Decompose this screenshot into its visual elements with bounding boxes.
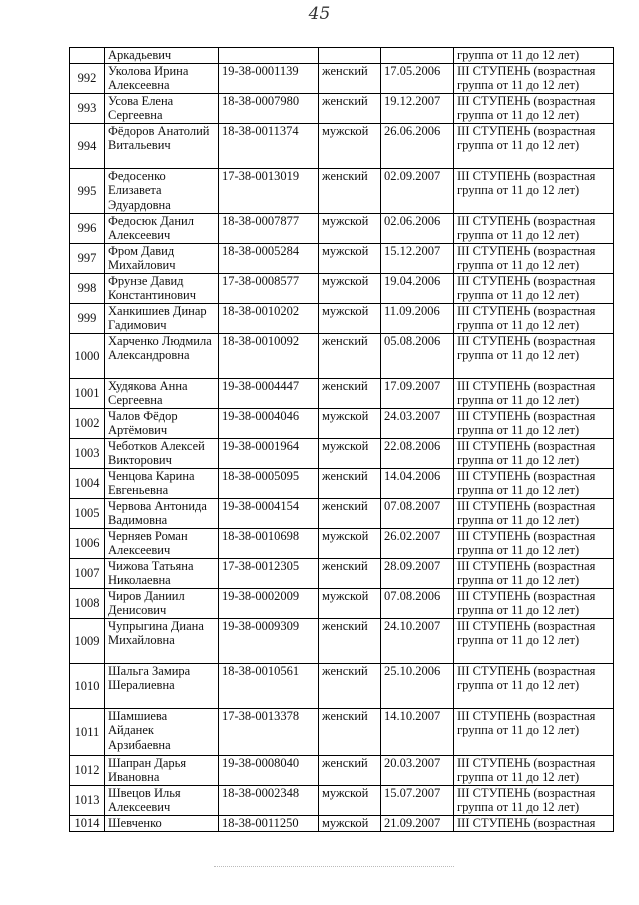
table-row <box>70 439 614 469</box>
uin-code: 18-38-0011374 <box>219 124 319 169</box>
birth-date: 07.08.2007 <box>381 499 454 529</box>
birth-date: 22.08.2006 <box>381 439 454 469</box>
category-cell: III СТУПЕНЬ (возрастная группа от 11 до 12 лет) <box>454 334 614 379</box>
row-number: 1008 <box>70 589 105 619</box>
row-number <box>70 48 105 64</box>
table-row <box>70 379 614 409</box>
row-number: 993 <box>70 94 105 124</box>
table-row <box>70 756 614 786</box>
table-row <box>70 469 614 499</box>
gender-cell: женский <box>319 756 381 786</box>
gender-cell: женский <box>319 619 381 664</box>
birth-date: 20.03.2007 <box>381 756 454 786</box>
gender-cell: женский <box>319 64 381 94</box>
table-row <box>70 529 614 559</box>
birth-date: 17.09.2007 <box>381 379 454 409</box>
row-number: 998 <box>70 274 105 304</box>
birth-date: 26.02.2007 <box>381 529 454 559</box>
scan-artifact-line <box>214 866 454 868</box>
participant-name: Швецов Илья Алексеевич <box>105 786 219 816</box>
category-cell: III СТУПЕНЬ (возрастная группа от 11 до 12 лет) <box>454 439 614 469</box>
category-cell: III СТУПЕНЬ (возрастная группа от 11 до 12 лет) <box>454 409 614 439</box>
participant-name: Ханкишиев Динар Гадимович <box>105 304 219 334</box>
uin-code: 19-38-0004046 <box>219 409 319 439</box>
birth-date: 15.07.2007 <box>381 786 454 816</box>
table-row <box>70 786 614 816</box>
gender-cell: женский <box>319 559 381 589</box>
table-row <box>70 94 614 124</box>
category-cell: III СТУПЕНЬ (возрастная группа от 11 до 12 лет) <box>454 786 614 816</box>
gender-cell: мужской <box>319 244 381 274</box>
table-row <box>70 816 614 832</box>
uin-code: 18-38-0010092 <box>219 334 319 379</box>
category-cell: III СТУПЕНЬ (возрастная группа от 11 до 12 лет) <box>454 214 614 244</box>
gender-cell: женский <box>319 709 381 756</box>
uin-code: 18-38-0002348 <box>219 786 319 816</box>
category-cell: III СТУПЕНЬ (возрастная группа от 11 до 12 лет) <box>454 244 614 274</box>
participant-name: Худякова Анна Сергеевна <box>105 379 219 409</box>
participant-name: Фром Давид Михайлович <box>105 244 219 274</box>
table-row <box>70 124 614 169</box>
category-cell: III СТУПЕНЬ (возрастная группа от 11 до 12 лет) <box>454 304 614 334</box>
category-cell: III СТУПЕНЬ (возрастная группа от 11 до 12 лет) <box>454 529 614 559</box>
gender-cell: мужской <box>319 214 381 244</box>
participant-name: Чалов Фёдор Артёмович <box>105 409 219 439</box>
row-number: 1010 <box>70 664 105 709</box>
uin-code: 18-38-0011250 <box>219 816 319 832</box>
table-row <box>70 664 614 709</box>
table-row <box>70 304 614 334</box>
table-row <box>70 409 614 439</box>
uin-code: 17-38-0013019 <box>219 169 319 214</box>
uin-code: 19-38-0004447 <box>219 379 319 409</box>
birth-date: 02.06.2006 <box>381 214 454 244</box>
row-number: 1001 <box>70 379 105 409</box>
birth-date: 25.10.2006 <box>381 664 454 709</box>
gender-cell: мужской <box>319 409 381 439</box>
category-cell: III СТУПЕНЬ (возрастная группа от 11 до 12 лет) <box>454 169 614 214</box>
participant-name: Чижова Татьяна Николаевна <box>105 559 219 589</box>
row-number: 992 <box>70 64 105 94</box>
uin-code: 17-38-0013378 <box>219 709 319 756</box>
participant-name: Чиров Даниил Денисович <box>105 589 219 619</box>
uin-code: 19-38-0009309 <box>219 619 319 664</box>
category-cell: III СТУПЕНЬ (возрастная группа от 11 до 12 лет) <box>454 469 614 499</box>
row-number: 1009 <box>70 619 105 664</box>
category-cell: III СТУПЕНЬ (возрастная группа от 11 до 12 лет) <box>454 274 614 304</box>
birth-date: 14.10.2007 <box>381 709 454 756</box>
birth-date <box>381 48 454 64</box>
gender-cell: женский <box>319 664 381 709</box>
gender-cell: женский <box>319 169 381 214</box>
row-number: 995 <box>70 169 105 214</box>
gender-cell: женский <box>319 499 381 529</box>
uin-code: 19-38-0001964 <box>219 439 319 469</box>
row-number: 1011 <box>70 709 105 756</box>
table-row <box>70 274 614 304</box>
birth-date: 28.09.2007 <box>381 559 454 589</box>
birth-date: 02.09.2007 <box>381 169 454 214</box>
gender-cell <box>319 48 381 64</box>
uin-code: 19-38-0002009 <box>219 589 319 619</box>
birth-date: 24.10.2007 <box>381 619 454 664</box>
participant-name: Федосенко Елизавета Эдуардовна <box>105 169 219 214</box>
category-cell: III СТУПЕНЬ (возрастная группа от 11 до 12 лет) <box>454 124 614 169</box>
gender-cell: мужской <box>319 439 381 469</box>
row-number: 1013 <box>70 786 105 816</box>
category-cell: III СТУПЕНЬ (возрастная группа от 11 до 12 лет) <box>454 94 614 124</box>
row-number: 1005 <box>70 499 105 529</box>
participant-name: Шапран Дарья Ивановна <box>105 756 219 786</box>
uin-code: 18-38-0010561 <box>219 664 319 709</box>
uin-code: 19-38-0001139 <box>219 64 319 94</box>
category-cell: III СТУПЕНЬ (возрастная группа от 11 до 12 лет) <box>454 64 614 94</box>
participant-name: Аркадьевич <box>105 48 219 64</box>
category-cell: III СТУПЕНЬ (возрастная группа от 11 до 12 лет) <box>454 379 614 409</box>
birth-date: 11.09.2006 <box>381 304 454 334</box>
category-cell: III СТУПЕНЬ (возрастная группа от 11 до 12 лет) <box>454 589 614 619</box>
participant-name: Червова Антонида Вадимовна <box>105 499 219 529</box>
participant-name: Фрунзе Давид Константинович <box>105 274 219 304</box>
participant-name: Шамшиева Айданек Арзибаевна <box>105 709 219 756</box>
row-number: 1000 <box>70 334 105 379</box>
gender-cell: мужской <box>319 786 381 816</box>
row-number: 1003 <box>70 439 105 469</box>
category-cell: III СТУПЕНЬ (возрастная группа от 11 до 12 лет) <box>454 756 614 786</box>
birth-date: 14.04.2006 <box>381 469 454 499</box>
birth-date: 26.06.2006 <box>381 124 454 169</box>
table-row <box>70 709 614 756</box>
row-number: 996 <box>70 214 105 244</box>
gender-cell: мужской <box>319 304 381 334</box>
uin-code: 19-38-0004154 <box>219 499 319 529</box>
gender-cell: женский <box>319 379 381 409</box>
participant-name: Шевченко <box>105 816 219 832</box>
uin-code <box>219 48 319 64</box>
participant-name: Ченцова Карина Евгеньевна <box>105 469 219 499</box>
table-row <box>70 334 614 379</box>
row-number: 1004 <box>70 469 105 499</box>
row-number: 997 <box>70 244 105 274</box>
gender-cell: женский <box>319 94 381 124</box>
gender-cell: мужской <box>319 274 381 304</box>
birth-date: 19.12.2007 <box>381 94 454 124</box>
uin-code: 19-38-0008040 <box>219 756 319 786</box>
table-row <box>70 589 614 619</box>
table-row <box>70 499 614 529</box>
row-number: 1007 <box>70 559 105 589</box>
category-cell: III СТУПЕНЬ (возрастная группа от 11 до 12 лет) <box>454 664 614 709</box>
category-cell: III СТУПЕНЬ (возрастная <box>454 816 614 832</box>
category-cell: III СТУПЕНЬ (возрастная группа от 11 до 12 лет) <box>454 499 614 529</box>
row-number: 1006 <box>70 529 105 559</box>
birth-date: 17.05.2006 <box>381 64 454 94</box>
birth-date: 05.08.2006 <box>381 334 454 379</box>
participant-name: Харченко Людмила Александровна <box>105 334 219 379</box>
uin-code: 17-38-0008577 <box>219 274 319 304</box>
row-number: 999 <box>70 304 105 334</box>
participant-name: Усова Елена Сергеевна <box>105 94 219 124</box>
table-row <box>70 619 614 664</box>
participant-name: Чупрыгина Диана Михайловна <box>105 619 219 664</box>
uin-code: 18-38-0010698 <box>219 529 319 559</box>
table-row <box>70 48 614 64</box>
table-row <box>70 64 614 94</box>
participant-name: Фёдоров Анатолий Витальевич <box>105 124 219 169</box>
table-row <box>70 244 614 274</box>
table-row <box>70 559 614 589</box>
gender-cell: мужской <box>319 816 381 832</box>
gender-cell: мужской <box>319 124 381 169</box>
gender-cell: женский <box>319 334 381 379</box>
birth-date: 21.09.2007 <box>381 816 454 832</box>
uin-code: 17-38-0012305 <box>219 559 319 589</box>
row-number: 1014 <box>70 816 105 832</box>
table-row <box>70 169 614 214</box>
birth-date: 07.08.2006 <box>381 589 454 619</box>
gender-cell: мужской <box>319 529 381 559</box>
participant-name: Чеботков Алексей Викторович <box>105 439 219 469</box>
participant-name: Федосюк Данил Алексеевич <box>105 214 219 244</box>
uin-code: 18-38-0005095 <box>219 469 319 499</box>
category-cell: III СТУПЕНЬ (возрастная группа от 11 до 12 лет) <box>454 559 614 589</box>
category-cell: III СТУПЕНЬ (возрастная группа от 11 до 12 лет) <box>454 619 614 664</box>
participant-name: Черняев Роман Алексеевич <box>105 529 219 559</box>
table-row <box>70 214 614 244</box>
row-number: 994 <box>70 124 105 169</box>
gender-cell: женский <box>319 469 381 499</box>
birth-date: 19.04.2006 <box>381 274 454 304</box>
category-cell: III СТУПЕНЬ (возрастная группа от 11 до 12 лет) <box>454 709 614 756</box>
participant-name: Шальга Замира Шералиевна <box>105 664 219 709</box>
row-number: 1012 <box>70 756 105 786</box>
uin-code: 18-38-0007980 <box>219 94 319 124</box>
table-body <box>70 48 614 832</box>
page-number: 45 <box>308 4 331 24</box>
birth-date: 24.03.2007 <box>381 409 454 439</box>
uin-code: 18-38-0010202 <box>219 304 319 334</box>
gender-cell: мужской <box>319 589 381 619</box>
row-number: 1002 <box>70 409 105 439</box>
category-cell: группа от 11 до 12 лет) <box>454 48 614 64</box>
participant-name: Уколова Ирина Алексеевна <box>105 64 219 94</box>
participants-table <box>69 47 614 832</box>
birth-date: 15.12.2007 <box>381 244 454 274</box>
uin-code: 18-38-0007877 <box>219 214 319 244</box>
uin-code: 18-38-0005284 <box>219 244 319 274</box>
